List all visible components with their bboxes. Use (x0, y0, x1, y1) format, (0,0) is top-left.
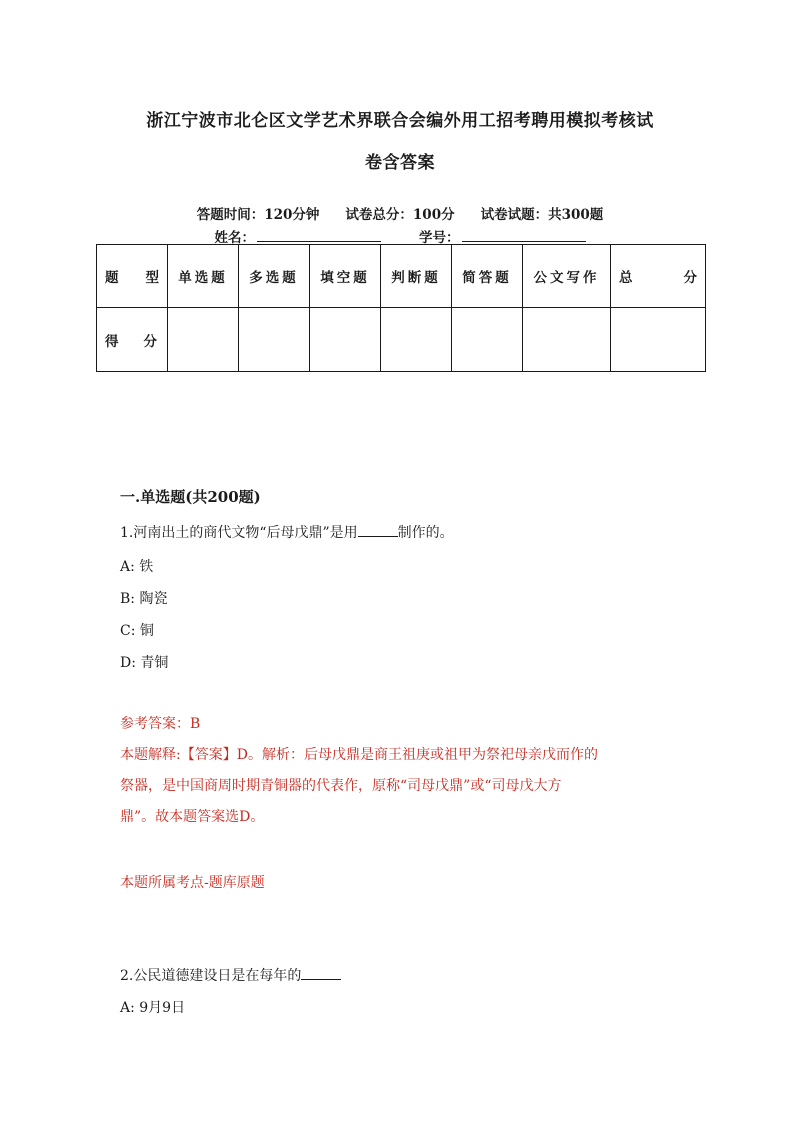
col-multiple-choice: 多选题 (239, 245, 310, 308)
question-2-stem: 2.公民道德建设日是在每年的 (120, 965, 341, 985)
col-official-writing: 公文写作 (523, 245, 611, 308)
exam-total-questions: 试卷试题：共300题 (480, 207, 604, 223)
question-1-explanation-line2: 祭器，是中国商周时期青铜器的代表作，原称“司母戊鼎”或“司母戊大方 (120, 778, 562, 794)
name-blank (257, 228, 381, 242)
student-info-row (0, 226, 800, 246)
col-fill-blank: 填空题 (310, 245, 381, 308)
question-1-stem: 1.河南出土的商代文物“后母戊鼎”是用 制作的。 (120, 525, 454, 541)
question-2-option-a: A: 9月9日 (120, 1000, 186, 1016)
answer-blank (358, 524, 398, 537)
score-table-header-row (97, 245, 706, 308)
question-1-topic: 本题所属考点-题库原题 (120, 875, 265, 891)
score-table (96, 244, 706, 372)
score-cell (523, 308, 611, 372)
question-1-option-d: D: 青铜 (120, 655, 169, 671)
score-table-score-row (97, 308, 706, 372)
exam-time: 答题时间：120分钟 (196, 207, 320, 223)
exam-meta-row (0, 203, 800, 223)
exam-total-score: 试卷总分：100分 (345, 207, 455, 223)
col-short-answer: 简答题 (452, 245, 523, 308)
student-id-blank (462, 228, 586, 242)
col-total: 总 分 (611, 245, 706, 308)
score-cell (239, 308, 310, 372)
col-single-choice: 单选题 (168, 245, 239, 308)
document-title-line2: 卷含答案 (365, 153, 435, 173)
question-1-explanation-line1: 本题解释:【答案】D。解析：后母戊鼎是商王祖庚或祖甲为祭祀母亲戊而作的 (120, 747, 598, 763)
score-cell (452, 308, 523, 372)
section-heading: 一.单选题(共200题) (120, 488, 261, 506)
answer-blank (301, 967, 341, 980)
question-1-option-b: B: 陶瓷 (120, 591, 168, 607)
question-1-answer: 参考答案：B (120, 716, 201, 732)
question-1-option-a: A: 铁 (120, 559, 154, 575)
name-label: 姓名： (214, 230, 255, 246)
score-row-header: 得 分 (97, 308, 168, 372)
score-cell (310, 308, 381, 372)
document-title-line1: 浙江宁波市北仑区文学艺术界联合会编外用工招考聘用模拟考核试 (146, 111, 654, 131)
score-cell (381, 308, 452, 372)
question-1-option-c: C: 铜 (120, 623, 154, 639)
question-1-explanation-line3: 鼎”。故本题答案选D。 (120, 809, 265, 825)
col-true-false: 判断题 (381, 245, 452, 308)
score-cell (168, 308, 239, 372)
score-cell (611, 308, 706, 372)
question-type-header: 题 型 (97, 245, 168, 308)
student-id-label: 学号： (419, 230, 460, 246)
